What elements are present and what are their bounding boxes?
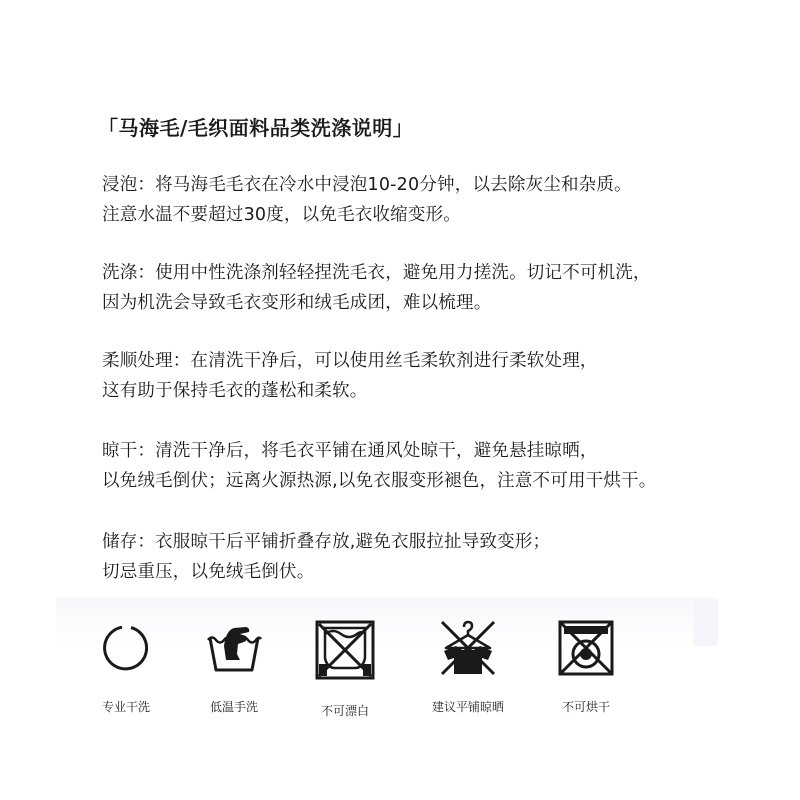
instruction-line: 因为机洗会导致毛衣变形和绒毛成团，难以梳理。 [102,293,492,313]
care-item-no-bleach [285,618,405,719]
flat-dry-no-hang-icon [438,618,498,678]
instruction-line: 这有助于保持毛衣的蓬松和柔软。 [102,381,368,401]
care-label: 建议平铺晾晒 [431,700,504,714]
instruction-line: 洗涤：使用中性洗涤剂轻轻捏洗毛衣，避免用力搓洗。切记不可机洗， [102,263,651,283]
no-tumble-dry-icon [556,618,616,678]
care-item-no-tumble-dry [526,618,646,715]
instruction-line: 以免绒毛倒伏；远离火源热源,以免衣服变形褪色，注意不可用干烘干。 [102,471,657,491]
care-item-flat-dry [408,618,528,715]
instruction-line: 柔顺处理：在清洗干净后，可以使用丝毛柔软剂进行柔软处理， [102,351,598,371]
instruction-wash [102,258,762,318]
instruction-line: 晾干：清洗干净后，将毛衣平铺在通风处晾干，避免悬挂晾晒， [102,441,598,461]
care-label: 低温手洗 [209,700,258,714]
icon-band-edge [694,600,718,646]
care-icon-row [66,618,666,718]
dry-clean-circle-icon [96,618,156,678]
care-item-hand-wash [174,618,294,715]
instruction-soften [102,346,762,406]
hand-wash-tub-icon [204,618,264,678]
care-item-dry-clean [66,618,186,715]
instruction-storage [102,527,762,587]
instruction-line: 储存：衣服晾干后平铺折叠存放,避免衣服拉扯导致变形； [102,532,551,552]
instruction-soak [102,170,762,230]
instruction-line: 注意水温不要超过30度，以免毛衣收缩变形。 [102,205,461,225]
care-label: 专业干洗 [101,700,150,714]
instruction-dry [102,436,762,496]
instruction-line: 切忌重压，以免绒毛倒伏。 [102,562,315,582]
care-label: 不可烘干 [561,700,610,714]
care-label: 不可漂白 [320,704,369,718]
instruction-line: 浸泡：将马海毛毛衣在冷水中浸泡10-20分钟，以去除灰尘和杂质。 [102,175,632,195]
no-bleach-icon [313,618,377,682]
page-title: 「马海毛/毛织面料品类洗涤说明」 [98,116,414,140]
